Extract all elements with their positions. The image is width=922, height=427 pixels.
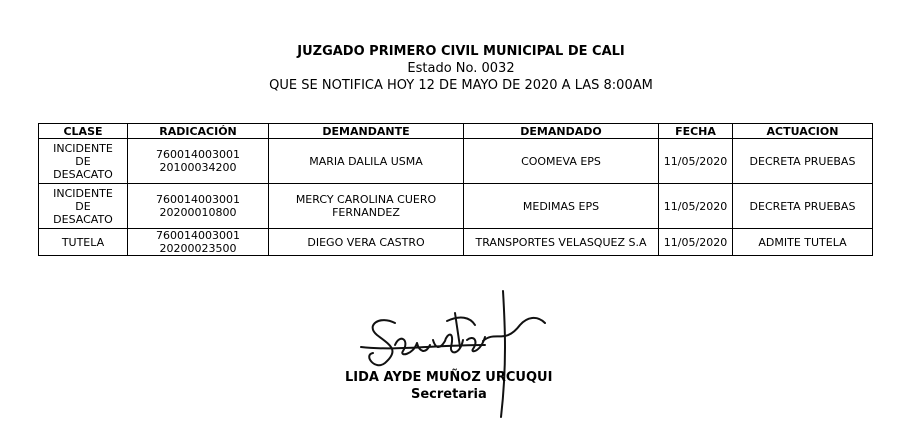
cell-clase-line: DE	[75, 154, 91, 168]
cell-radicacion	[128, 184, 269, 229]
handwritten-signature	[355, 285, 555, 425]
cell-clase	[39, 229, 128, 256]
table-header-row	[39, 124, 873, 139]
cell-radicacion-line: 760014003001	[156, 193, 240, 206]
court-title: JUZGADO PRIMERO CIVIL MUNICIPAL DE CALI	[297, 44, 625, 59]
cell-radicacion-line: 20200010800	[159, 206, 237, 219]
column-header-clase: CLASE	[39, 124, 128, 139]
signatory-role: Secretaria	[411, 387, 487, 402]
cell-demandado: COOMEVA EPS	[464, 139, 659, 184]
table-row	[39, 184, 873, 229]
column-header-demandante: DEMANDANTE	[269, 124, 464, 139]
cell-clase-line: INCIDENTE	[53, 141, 113, 155]
notification-line: QUE SE NOTIFICA HOY 12 DE MAYO DE 2020 A LAS 8:00AM	[269, 78, 653, 93]
cell-demandado: MEDIMAS EPS	[464, 184, 659, 229]
cell-clase	[39, 184, 128, 229]
column-header-fecha: FECHA	[659, 124, 733, 139]
cell-radicacion	[128, 229, 269, 256]
cell-clase-line: DE	[75, 199, 91, 213]
cell-radicacion	[128, 139, 269, 184]
cell-demandante: MARIA DALILA USMA	[269, 139, 464, 184]
cell-actuacion: DECRETA PRUEBAS	[733, 184, 873, 229]
cell-fecha: 11/05/2020	[659, 229, 733, 256]
cell-demandado: TRANSPORTES VELASQUEZ S.A	[464, 229, 659, 256]
cell-clase-line: TUTELA	[61, 235, 105, 249]
column-header-actuacion: ACTUACION	[733, 124, 873, 139]
column-header-radicacion: RADICACIÓN	[128, 124, 269, 139]
cell-demandante: DIEGO VERA CASTRO	[269, 229, 464, 256]
estado-number: Estado No. 0032	[407, 61, 515, 76]
table-row	[39, 139, 873, 184]
cell-demandante: MERCY CAROLINA CUERO FERNANDEZ	[269, 184, 464, 229]
cell-clase-line: INCIDENTE	[53, 186, 113, 200]
cell-fecha: 11/05/2020	[659, 184, 733, 229]
cell-actuacion: ADMITE TUTELA	[733, 229, 873, 256]
cell-clase-line: DESACATO	[53, 212, 113, 226]
notices-table	[38, 123, 873, 256]
table-row	[39, 229, 873, 256]
cell-fecha: 11/05/2020	[659, 139, 733, 184]
cell-radicacion-line: 760014003001	[156, 229, 240, 242]
signatory-name: LIDA AYDE MUÑOZ URCUQUI	[345, 370, 553, 385]
cell-actuacion: DECRETA PRUEBAS	[733, 139, 873, 184]
column-header-demandado: DEMANDADO	[464, 124, 659, 139]
cell-radicacion-line: 760014003001	[156, 148, 240, 161]
cell-radicacion-line: 20100034200	[159, 161, 237, 174]
cell-clase-line: DESACATO	[53, 167, 113, 181]
cell-clase	[39, 139, 128, 184]
cell-radicacion-line: 20200023500	[159, 242, 237, 255]
